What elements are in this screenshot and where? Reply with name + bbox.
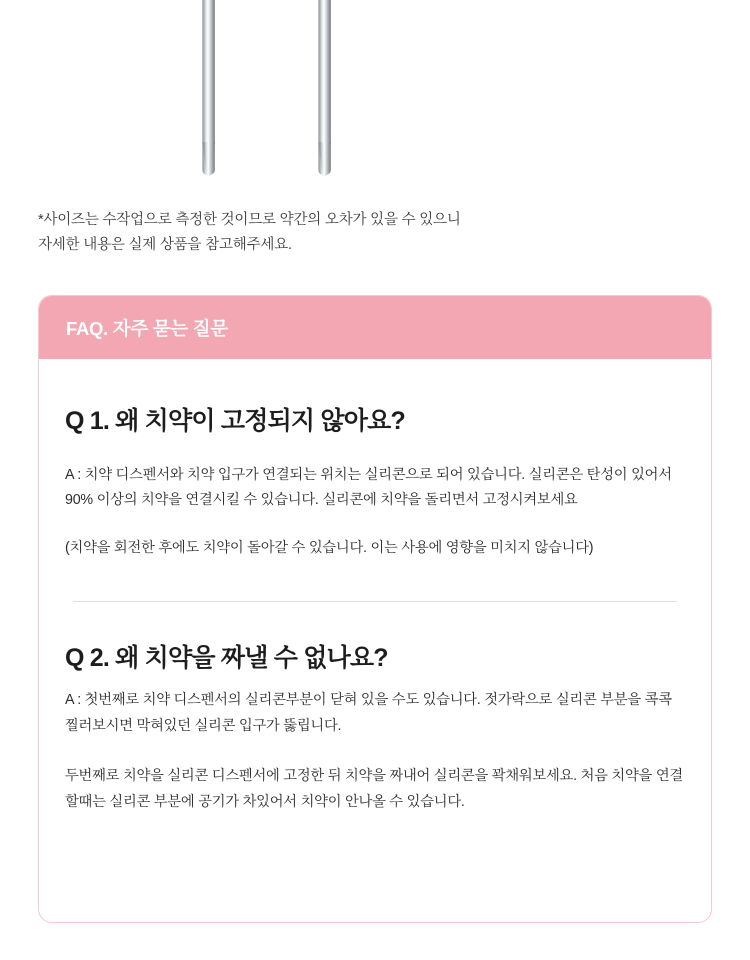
faq-question-2: Q 2. 왜 치약을 짜낼 수 없나요? bbox=[65, 644, 388, 673]
size-disclaimer bbox=[38, 208, 678, 259]
faq-header bbox=[39, 296, 711, 359]
faq-card bbox=[38, 295, 712, 923]
dispenser-pin-right bbox=[318, 0, 331, 175]
faq-answer-1: A : 치약 디스펜서와 치약 입구가 연결되는 위치는 실리콘으로 되어 있습니다. 실리콘은 탄성이 있어서 90% 이상의 치약을 연결시킬 수 있습니다. 실리콘에 치약을 돌리면서 고정시켜보세요 bbox=[65, 467, 672, 509]
faq-answer-1-note: (치약을 회전한 후에도 치약이 돌아갈 수 있습니다. 이는 사용에 영향을 미치지 않습니다) bbox=[65, 539, 594, 556]
faq-answer-2-second: 두번째로 치약을 실리콘 디스펜서에 고정한 뒤 치약을 짜내어 실리콘을 꽉채워보세요. 처음 치약을 연결할때는 실리콘 부분에 공기가 차있어서 치약이 안나올 수 있습니다. bbox=[65, 768, 683, 810]
size-disclaimer-line-1: *사이즈는 수작업으로 측정한 것이므로 약간의 오차가 있을 수 있으니 bbox=[38, 212, 461, 228]
dispenser-pin-left-tip bbox=[202, 142, 215, 176]
faq-answer-2: A : 첫번째로 치약 디스펜서의 실리콘부분이 닫혀 있을 수도 있습니다. 젓가락으로 실리콘 부분을 콕콕 찔러보시면 막혀있던 실리콘 입구가 뚫립니다. bbox=[65, 692, 672, 734]
faq-question-1: Q 1. 왜 치약이 고정되지 않아요? bbox=[65, 407, 405, 435]
faq-body bbox=[39, 401, 711, 815]
size-disclaimer-line-2: 자세한 내용은 실제 상품을 참고해주세요. bbox=[38, 237, 292, 254]
dispenser-pin-left bbox=[202, 0, 215, 175]
product-image bbox=[0, 0, 750, 196]
dispenser-pin-right-tip bbox=[318, 142, 331, 176]
faq-header-title: FAQ. 자주 묻는 질문 bbox=[66, 317, 228, 339]
faq-divider bbox=[73, 601, 677, 602]
